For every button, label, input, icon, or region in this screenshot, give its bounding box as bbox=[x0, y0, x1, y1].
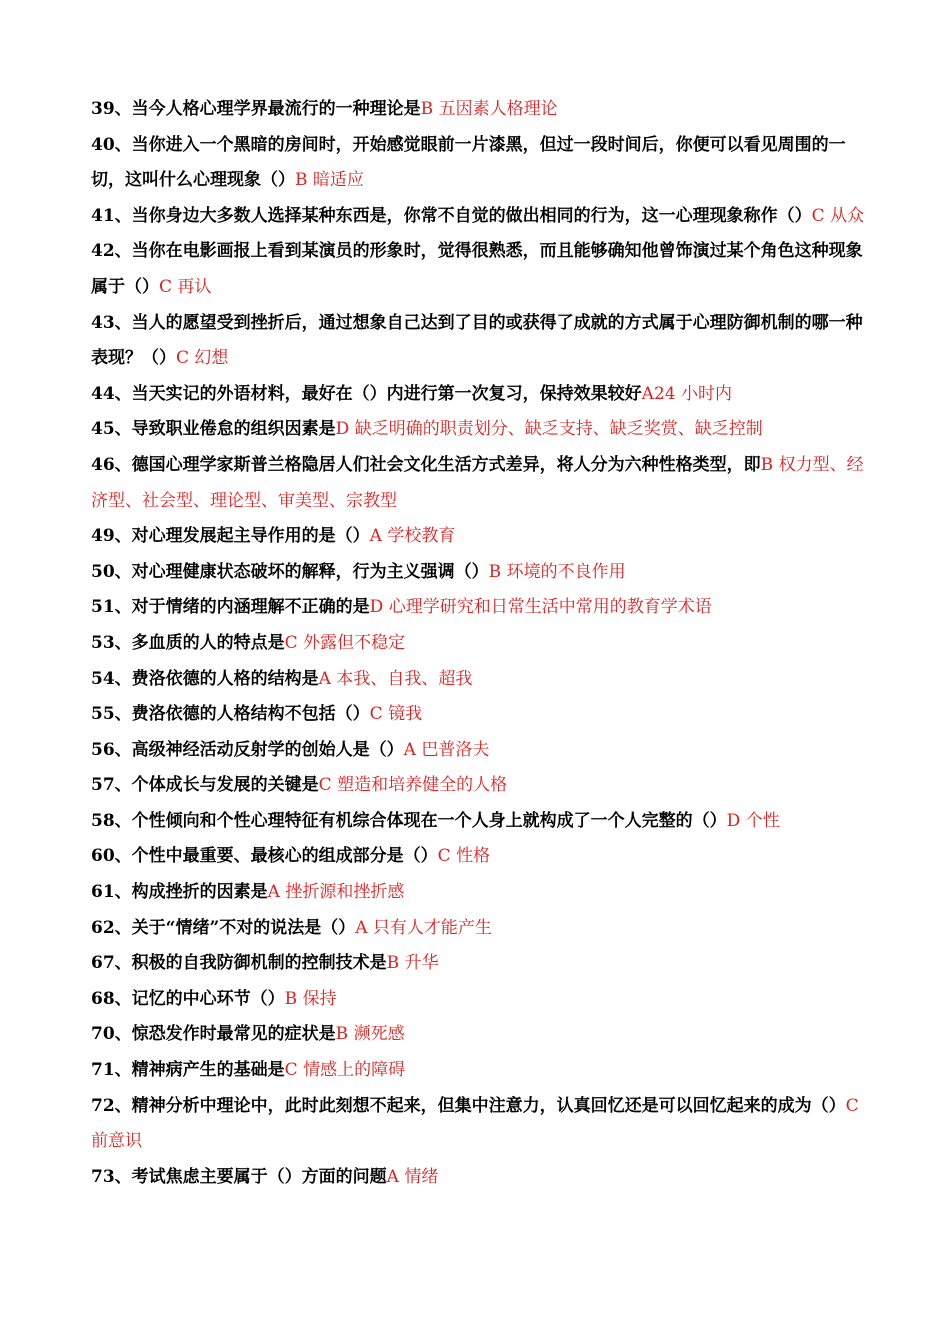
question-number: 55、 bbox=[91, 704, 132, 725]
question-text: 精神病产生的基础是 bbox=[131, 1060, 285, 1081]
question-item bbox=[91, 92, 867, 128]
question-number: 72、 bbox=[91, 1095, 132, 1116]
question-item bbox=[91, 234, 867, 305]
document-page bbox=[91, 92, 867, 1195]
question-text: 对于情绪的内涵理解不正确的是 bbox=[131, 597, 370, 618]
answer-text: C 镜我 bbox=[369, 704, 423, 725]
answer-text: B 环境的不良作用 bbox=[488, 561, 626, 582]
question-item bbox=[91, 768, 867, 804]
question-number: 60、 bbox=[91, 846, 132, 867]
question-text: 个性中最重要、最核心的组成部分是（） bbox=[131, 846, 438, 867]
question-item bbox=[91, 875, 867, 911]
question-number: 68、 bbox=[91, 988, 132, 1009]
answer-text: A24 小时内 bbox=[641, 383, 732, 404]
question-text: 多血质的人的特点是 bbox=[131, 632, 285, 653]
question-number: 54、 bbox=[91, 668, 132, 689]
question-item bbox=[91, 697, 867, 733]
question-number: 70、 bbox=[91, 1024, 132, 1045]
question-text: 当今人格心理学界最流行的一种理论是 bbox=[131, 99, 421, 119]
question-item bbox=[91, 626, 867, 662]
question-text: 记忆的中心环节（） bbox=[131, 988, 285, 1009]
question-number: 45、 bbox=[91, 419, 132, 440]
question-item bbox=[91, 1160, 867, 1196]
question-text: 精神分析中理论中，此时此刻想不起来，但集中注意力，认真回忆还是可以回忆起来的成为（） bbox=[131, 1095, 846, 1116]
question-item bbox=[91, 199, 867, 235]
question-item bbox=[91, 306, 867, 377]
question-number: 42、 bbox=[91, 241, 132, 262]
question-item bbox=[91, 982, 867, 1018]
question-text: 德国心理学家斯普兰格隐居人们社会文化生活方式差异，将人分为六种性格类型，即 bbox=[131, 454, 761, 475]
answer-text: C 从众 bbox=[811, 205, 865, 226]
question-number: 56、 bbox=[91, 739, 132, 760]
answer-text: C 前意识 bbox=[91, 1095, 859, 1152]
question-item bbox=[91, 377, 867, 413]
question-text: 当人的愿望受到挫折后，通过想象自己达到了目的或获得了成就的方式属于心理防御机制的哪一种表现？（） bbox=[91, 312, 863, 369]
question-number: 49、 bbox=[91, 526, 132, 547]
question-number: 50、 bbox=[91, 561, 132, 582]
question-number: 67、 bbox=[91, 953, 132, 974]
question-text: 导致职业倦怠的组织因素是 bbox=[131, 419, 336, 440]
question-item bbox=[91, 590, 867, 626]
question-text: 高级神经活动反射学的创始人是（） bbox=[131, 739, 404, 760]
question-number: 41、 bbox=[91, 205, 132, 226]
question-text: 考试焦虑主要属于（）方面的问题 bbox=[131, 1166, 387, 1187]
answer-text: D 缺乏明确的职责划分、缺乏支持、缺乏奖赏、缺乏控制 bbox=[335, 419, 763, 440]
answer-text: B 濒死感 bbox=[335, 1024, 405, 1045]
question-number: 43、 bbox=[91, 312, 132, 333]
answer-text: B 权力型、经济型、社会型、理论型、审美型、宗教型 bbox=[91, 454, 864, 511]
question-number: 73、 bbox=[91, 1166, 132, 1187]
question-text: 对心理健康状态破坏的解释，行为主义强调（） bbox=[131, 561, 489, 582]
question-number: 57、 bbox=[91, 775, 132, 796]
question-item bbox=[91, 1053, 867, 1089]
answer-text: C 再认 bbox=[159, 276, 212, 297]
question-text: 构成挫折的因素是 bbox=[131, 882, 268, 903]
question-item bbox=[91, 911, 867, 947]
question-text: 费洛依德的人格结构不包括（） bbox=[131, 704, 370, 725]
answer-text: C 情感上的障碍 bbox=[284, 1060, 406, 1081]
question-item bbox=[91, 662, 867, 698]
answer-text: D 心理学研究和日常生活中常用的教育学术语 bbox=[369, 597, 712, 618]
answer-text: A 巴普洛夫 bbox=[403, 739, 490, 760]
question-text: 积极的自我防御机制的控制技术是 bbox=[131, 953, 387, 974]
question-item bbox=[91, 804, 867, 840]
answer-text: A 挫折源和挫折感 bbox=[267, 882, 405, 903]
question-number: 62、 bbox=[91, 917, 132, 938]
question-text: 个体成长与发展的关键是 bbox=[131, 775, 319, 796]
question-number: 53、 bbox=[91, 632, 132, 653]
question-text: 个性倾向和个性心理特征有机综合体现在一个人身上就构成了一个人完整的（） bbox=[131, 810, 727, 831]
answer-text: C 幻想 bbox=[176, 348, 229, 369]
question-number: 71、 bbox=[91, 1060, 132, 1081]
answer-text: A 学校教育 bbox=[369, 526, 456, 547]
question-text: 当天实记的外语材料，最好在（）内进行第一次复习，保持效果较好 bbox=[131, 383, 642, 404]
question-item bbox=[91, 839, 867, 875]
question-item bbox=[91, 519, 867, 555]
question-number: 51、 bbox=[91, 597, 132, 618]
answer-text: C 塑造和培养健全的人格 bbox=[318, 775, 508, 796]
question-item bbox=[91, 946, 867, 982]
question-item bbox=[91, 1017, 867, 1053]
answer-text: A 情绪 bbox=[386, 1166, 439, 1187]
question-number: 39、 bbox=[91, 99, 132, 119]
question-item bbox=[91, 1089, 867, 1160]
answer-text: B 暗适应 bbox=[295, 170, 364, 191]
question-list bbox=[91, 92, 867, 1195]
question-number: 44、 bbox=[91, 383, 132, 404]
answer-text: B 保持 bbox=[284, 988, 337, 1009]
answer-text: C 外露但不稳定 bbox=[284, 632, 406, 653]
question-number: 61、 bbox=[91, 882, 132, 903]
question-text: 当你身边大多数人选择某种东西是，你常不自觉的做出相同的行为，这一心理现象称作（） bbox=[131, 205, 812, 226]
answer-text: A 本我、自我、超我 bbox=[318, 668, 473, 689]
question-number: 46、 bbox=[91, 454, 132, 475]
question-text: 关于“情绪”不对的说法是（） bbox=[131, 917, 356, 938]
question-text: 当你进入一个黑暗的房间时，开始感觉眼前一片漆黑，但过一段时间后，你便可以看见周围的一切，这叫什么心理现象（） bbox=[91, 134, 846, 191]
question-item bbox=[91, 128, 867, 199]
question-item bbox=[91, 555, 867, 591]
answer-text: A 只有人才能产生 bbox=[355, 917, 492, 938]
question-number: 58、 bbox=[91, 810, 132, 831]
question-text: 惊恐发作时最常见的症状是 bbox=[131, 1024, 336, 1045]
question-item bbox=[91, 733, 867, 769]
question-text: 费洛依德的人格的结构是 bbox=[131, 668, 319, 689]
answer-text: B 升华 bbox=[386, 953, 439, 974]
answer-text: B 五因素人格理论 bbox=[420, 99, 558, 119]
answer-text: C 性格 bbox=[437, 846, 491, 867]
question-item bbox=[91, 448, 867, 519]
question-text: 当你在电影画报上看到某演员的形象时，觉得很熟悉，而且能够确知他曾饰演过某个角色这种现象属于（） bbox=[91, 241, 863, 297]
question-item bbox=[91, 412, 867, 448]
question-number: 40、 bbox=[91, 134, 132, 155]
question-text: 对心理发展起主导作用的是（） bbox=[131, 526, 370, 547]
answer-text: D 个性 bbox=[726, 810, 780, 831]
